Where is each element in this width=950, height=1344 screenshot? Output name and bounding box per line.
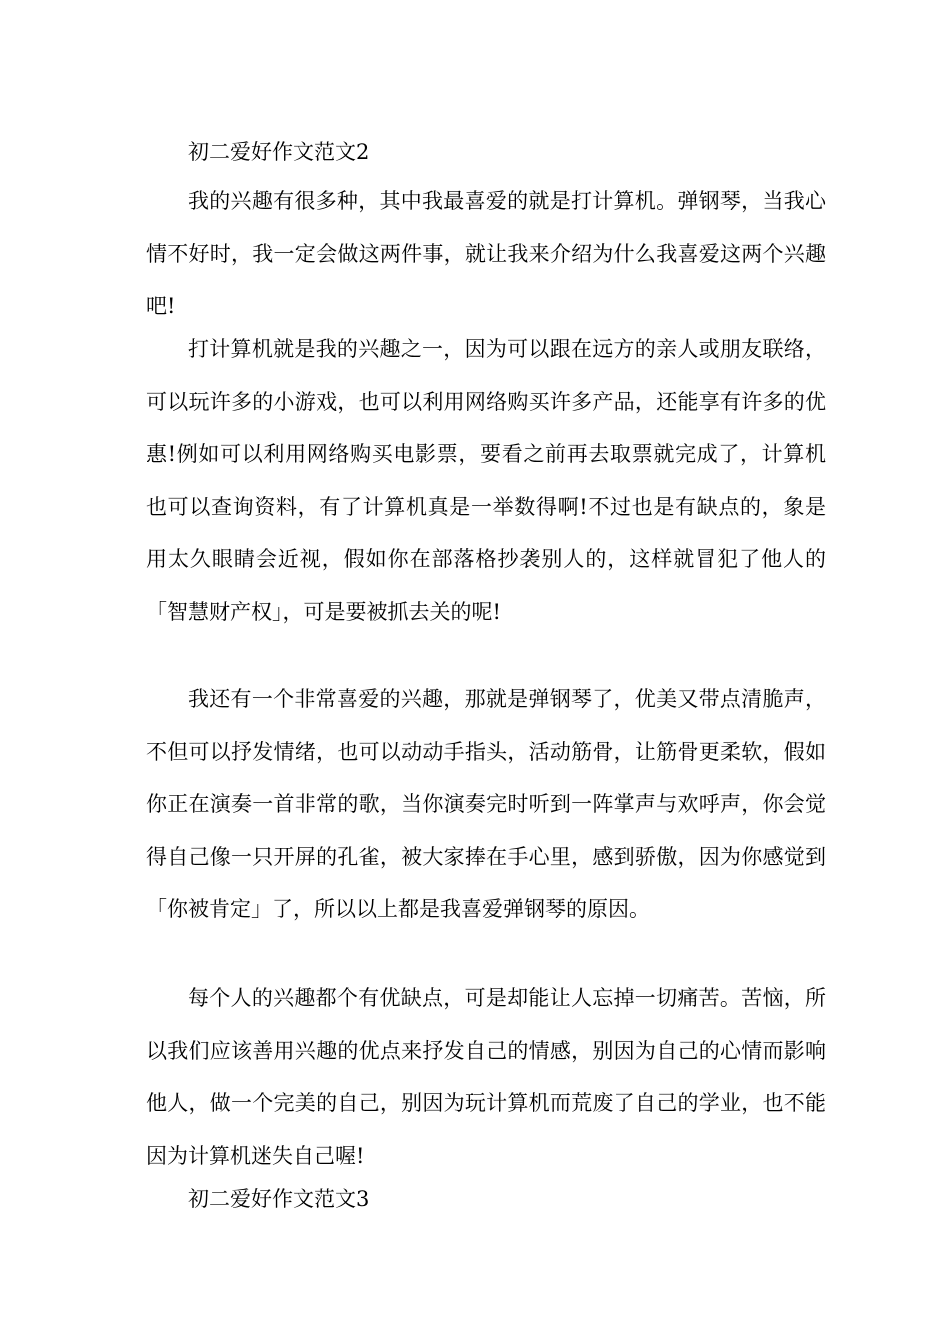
paragraph-1: 我的兴趣有很多种，其中我最喜爱的就是打计算机。弹钢琴，当我心情不好时，我一定会做这两件事，就让我来介绍为什么我喜爱这两个兴趣吧! [146, 189, 826, 318]
paragraph-4: 每个人的兴趣都个有优缺点，可是却能让人忘掉一切痛苦。苦恼，所以我们应该善用兴趣的优点来抒发自己的情感，别因为自己的心情而影响他人，做一个完美的自己，别因为玩计算机而荒废了自己的学业，也不能因为计算机迷失自己喔! [146, 986, 826, 1168]
paragraph-3: 我还有一个非常喜爱的兴趣，那就是弹钢琴了，优美又带点清脆声，不但可以抒发情绪，也可以动动手指头，活动筋骨，让筋骨更柔软，假如你正在演奏一首非常的歌，当你演奏完时听到一阵掌声与欢呼声，你会觉得自己像一只开屏的孔雀，被大家捧在手心里，感到骄傲，因为你感觉到「你被肯定」了，所以以上都是我喜爱弹钢琴的原因。 [146, 687, 826, 921]
paragraph-2: 打计算机就是我的兴趣之一，因为可以跟在远方的亲人或朋友联络，可以玩许多的小游戏，也可以利用网络购买许多产品，还能享有许多的优惠!例如可以利用网络购买电影票，要看之前再去取票就完成了，计算机也可以查询资料，有了计算机真是一举数得啊!不过也是有缺点的，象是用太久眼睛会近视，假如你在部落格抄袭别人的，这样就冒犯了他人的「智慧财产权」，可是要被抓去关的呢! [146, 337, 826, 624]
essay-heading-3: 初二爱好作文范文3 [188, 1187, 370, 1211]
essay-heading-2: 初二爱好作文范文2 [188, 140, 370, 164]
